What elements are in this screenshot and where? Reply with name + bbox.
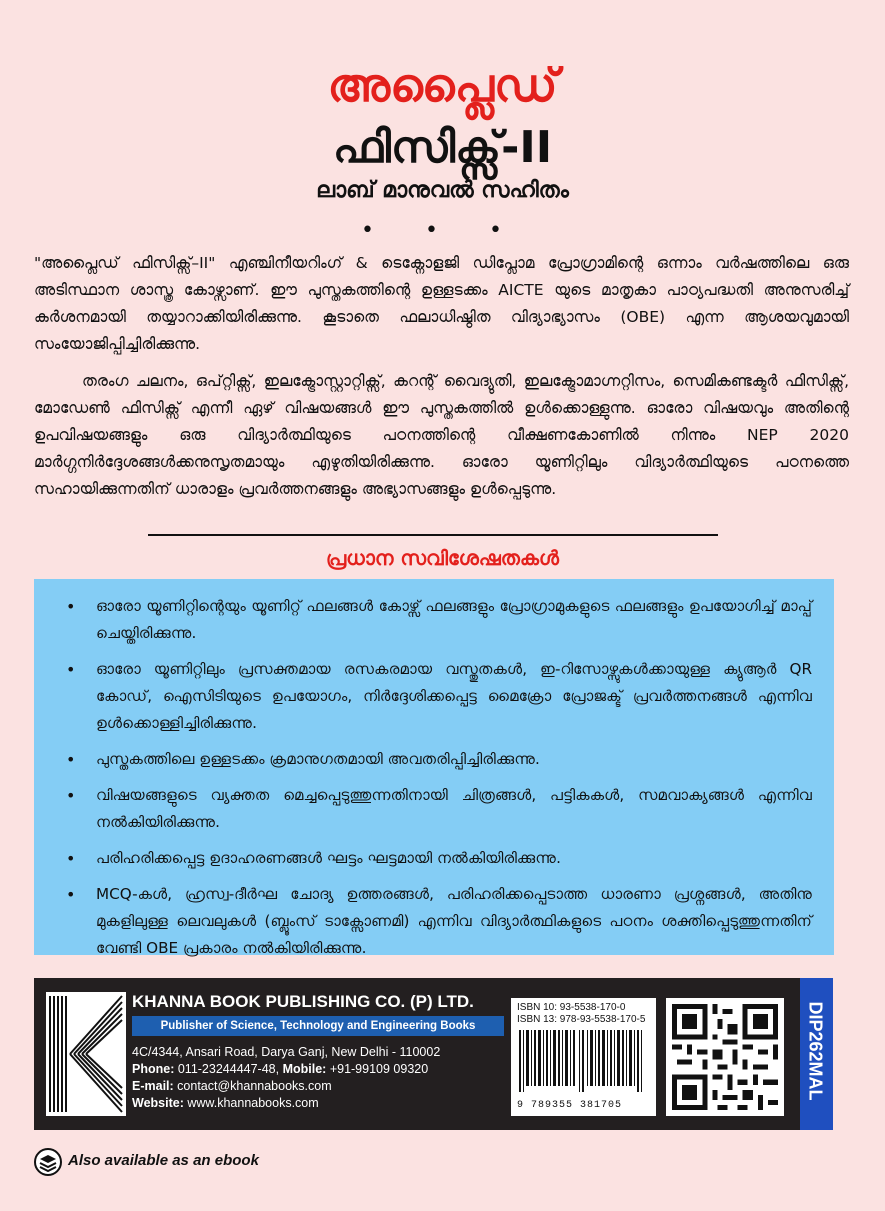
bullet-icon: • <box>66 597 76 616</box>
bullet-icon: • <box>66 849 76 868</box>
isbn-10: ISBN 10: 93-5538-170-0 <box>517 1002 626 1013</box>
bullet-icon: • <box>66 660 76 679</box>
feature-text: വിഷയങ്ങളുടെ വ്യക്തത മെച്ചപ്പെടുത്തുന്നതിനായി ചിത്രങ്ങൾ, പട്ടികകൾ, സമവാക്യങ്ങൾ എന്നിവ നൽകിയിരിക്കുന്നു. <box>96 786 812 831</box>
book-title-line2: ഫിസിക്സ്-II <box>332 122 553 173</box>
mobile-label: Mobile: <box>282 1062 327 1076</box>
bullet-icon: • <box>66 750 76 769</box>
separator-dots: • • • <box>361 218 524 243</box>
phone-label: Phone: <box>132 1062 175 1076</box>
feature-item <box>62 782 812 836</box>
website-value: www.khannabooks.com <box>187 1096 319 1110</box>
features-heading: പ്രധാന സവിശേഷതകൾ <box>326 546 559 570</box>
description-paragraph-2: തരംഗ ചലനം, ഒപ്റ്റിക്സ്, ഇലക്ട്രോസ്റ്റാറ്റിക്സ്, കറന്റ് വൈദ്യുതി, ഇലക്ട്രോമാഗ്നറ്റിസം, സെമികണ്ടക്ടർ ഫിസിക്സ്, മോഡേൺ ഫിസിക്സ് എന്നീ ഏഴ് വിഷയങ്ങൾ ഈ പുസ്തകത്തിൽ ഉൾക്കൊള്ളുന്നു. ഓരോ വിഷയവും അതിന്റെ ഉപവിഷയങ്ങളും ഒരു വിദ്യാർത്ഥിയുടെ പഠനത്തിന്റെ വീക്ഷണകോണിൽ നിന്നും NEP 2020 മാർഗ്ഗനിർദ്ദേശങ്ങൾക്കനുസൃതമായും എഴുതിയിരിക്കുന്നു. ഓരോ യൂണിറ്റിലും വിദ്യാർത്ഥിയുടെ പഠനത്തെ സഹായിക്കുന്നതിന് ധാരാളം പ്രവർത്തനങ്ങളും അഭ്യാസങ്ങളും ഉൾപ്പെടുന്നു. <box>34 372 849 498</box>
ebook-icon <box>34 1148 62 1176</box>
feature-item <box>62 656 812 737</box>
ebook-availability-note: Also available as an ebook <box>68 1152 259 1169</box>
website-label: Website: <box>132 1096 184 1110</box>
publisher-tagline: Publisher of Science, Technology and Engineering Books <box>132 1016 504 1036</box>
publisher-email-line <box>132 1079 332 1093</box>
phone-value: 011-23244447-48, <box>177 1062 280 1076</box>
publisher-name: KHANNA BOOK PUBLISHING CO. (P) LTD. <box>132 992 474 1011</box>
features-box <box>34 579 834 955</box>
divider <box>148 534 718 536</box>
feature-item <box>62 881 812 962</box>
publisher-address: 4C/4344, Ansari Road, Darya Ganj, New Delhi - 110002 <box>132 1045 441 1059</box>
book-subtitle: ലാബ് മാനുവൽ സഹിതം <box>316 178 569 203</box>
email-value: contact@khannabooks.com <box>177 1079 332 1093</box>
publisher-phone-line <box>132 1062 428 1076</box>
isbn-13: ISBN 13: 978-93-5538-170-5 <box>517 1014 646 1025</box>
book-title: അപ്ലൈഡ് <box>327 58 558 112</box>
feature-text: ഓരോ യൂണിറ്റിന്റെയും യൂണിറ്റ് ഫലങ്ങൾ കോഴ്സ് ഫലങ്ങളും പ്രോഗ്രാമുകളുടെ ഫലങ്ങളും ഉപയോഗിച്ച് മാപ്പ് ചെയ്തിരിക്കുന്നു. <box>96 597 812 642</box>
feature-text: പുസ്തകത്തിലെ ഉള്ളടക്കം ക്രമാനുഗതമായി അവതരിപ്പിച്ചിരിക്കുന്നു. <box>96 750 540 768</box>
feature-text: MCQ-കൾ, ഹ്രസ്വ-ദീർഘ ചോദ്യ ഉത്തരങ്ങൾ, പരിഹരിക്കപ്പെടാത്ത ധാരണാ പ്രശ്നങ്ങൾ, അതിനു മുകളിലുള്ള ലെവലുകൾ (ബ്ലൂംസ് ടാക്സോണമി) എന്നിവ വിദ്യാർത്ഥികളുടെ പഠനം ശക്തിപ്പെടുത്തുന്നതിന് വേണ്ടി OBE പ്രകാരം നൽകിയിരിക്കുന്നു. <box>96 885 812 957</box>
feature-text: പരിഹരിക്കപ്പെട്ട ഉദാഹരണങ്ങൾ ഘട്ടം ഘട്ടമായി നൽകിയിരിക്കുന്നു. <box>96 849 561 867</box>
email-label: E-mail: <box>132 1079 174 1093</box>
book-code: DIP262MAL <box>805 1001 826 1101</box>
barcode-icon <box>517 1030 650 1108</box>
mobile-value: +91-99109 09320 <box>329 1062 429 1076</box>
bullet-icon: • <box>66 786 76 805</box>
features-list <box>62 593 812 962</box>
feature-item <box>62 845 812 872</box>
feature-item <box>62 593 812 647</box>
feature-item <box>62 746 812 773</box>
publisher-logo-icon <box>46 992 126 1116</box>
publisher-band <box>34 978 833 1130</box>
qr-code-icon <box>666 998 784 1116</box>
publisher-website-line <box>132 1096 319 1110</box>
barcode-number: 9 789355 381705 <box>517 1100 623 1111</box>
isbn-barcode-box <box>511 998 656 1116</box>
bullet-icon: • <box>66 885 76 904</box>
description-paragraph-1: "അപ്ലൈഡ് ഫിസിക്സ്–II" എഞ്ചിനീയറിംഗ് & ടെക്നോളജി ഡിപ്ലോമ പ്രോഗ്രാമിന്റെ ഒന്നാം വർഷത്തിലെ ഒരു അടിസ്ഥാന ശാസ്ത്ര കോഴ്സാണ്. ഈ പുസ്തകത്തിന്റെ ഉള്ളടക്കം AICTE യുടെ മാതൃകാ പാഠ്യപദ്ധതി അനുസരിച്ച് കർശനമായി തയ്യാറാക്കിയിരിക്കുന്നു. കൂടാതെ ഫലാധിഷ്ഠിത വിദ്യാഭ്യാസം (OBE) എന്ന ആശയവുമായി സംയോജിപ്പിച്ചിരിക്കുന്നു. <box>34 254 849 353</box>
feature-text: ഓരോ യൂണിറ്റിലും പ്രസക്തമായ രസകരമായ വസ്തുതകൾ, ഇ-റിസോഴ്സുകൾക്കായുള്ള ക്യുആർ QR കോഡ്, ഐസിടിയുടെ ഉപയോഗം, നിർദ്ദേശിക്കപ്പെട്ട മൈക്രോ പ്രോജക്ട് പ്രവർത്തനങ്ങൾ എന്നിവ ഉൾക്കൊള്ളിച്ചിരിക്കുന്നു. <box>96 660 812 732</box>
